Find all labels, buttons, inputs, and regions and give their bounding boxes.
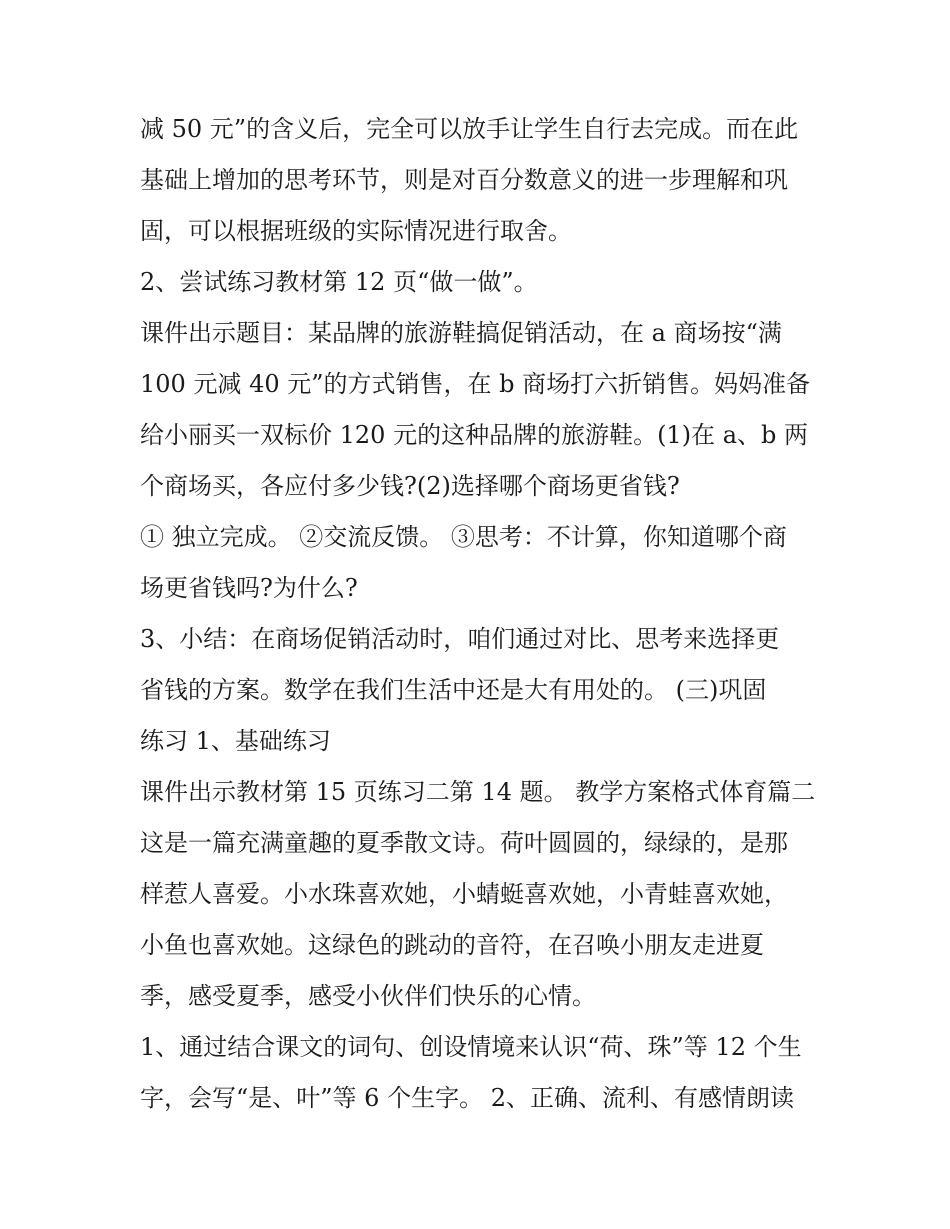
text-line: 场更省钱吗?为什么? bbox=[140, 574, 358, 602]
text-line: 100 元减 40 元”的方式销售，在 b 商场打六折销售。妈妈准备 bbox=[140, 370, 811, 398]
text-line: 2、尝试练习教材第 12 页“做一做”。 bbox=[140, 268, 538, 296]
text-line: 这是一篇充满童趣的夏季散文诗。荷叶圆圆的，绿绿的，是那 bbox=[140, 829, 788, 857]
text-line: 1、通过结合课文的词句、创设情境来认识“荷、珠”等 12 个生 bbox=[140, 1033, 802, 1061]
text-line: 省钱的方案。数学在我们生活中还是大有用处的。 (三)巩固 bbox=[140, 676, 767, 704]
text-line: 练习 1、基础练习 bbox=[140, 727, 331, 755]
text-line: 样惹人喜爱。小水珠喜欢她，小蜻蜓喜欢她，小青蛙喜欢她， bbox=[140, 880, 788, 908]
text-line: 减 50 元”的含义后，完全可以放手让学生自行去完成。而在此 bbox=[140, 115, 799, 143]
text-line: 课件出示题目：某品牌的旅游鞋搞促销活动，在 a 商场按“满 bbox=[140, 319, 782, 347]
document-body bbox=[140, 104, 820, 1124]
text-line: 小鱼也喜欢她。这绿色的跳动的音符，在召唤小朋友走进夏 bbox=[140, 931, 764, 959]
text-line: ① 独立完成。 ②交流反馈。 ③思考：不计算，你知道哪个商 bbox=[140, 523, 787, 551]
text-line: 基础上增加的思考环节，则是对百分数意义的进一步理解和巩 bbox=[140, 166, 788, 194]
text-line: 固，可以根据班级的实际情况进行取舍。 bbox=[140, 217, 572, 245]
text-line: 字，会写“是、叶”等 6 个生字。 2、正确、流利、有感情朗读 bbox=[140, 1084, 794, 1112]
text-line: 3、小结：在商场促销活动时，咱们通过对比、思考来选择更 bbox=[140, 625, 780, 653]
text-line: 给小丽买一双标价 120 元的这种品牌的旅游鞋。(1)在 a、b 两 bbox=[140, 421, 808, 449]
text-line: 季，感受夏季，感受小伙伴们快乐的心情。 bbox=[140, 982, 596, 1010]
text-line: 课件出示教材第 15 页练习二第 14 题。 教学方案格式体育篇二 bbox=[140, 778, 816, 806]
text-line: 个商场买，各应付多少钱?(2)选择哪个商场更省钱? bbox=[140, 472, 680, 500]
